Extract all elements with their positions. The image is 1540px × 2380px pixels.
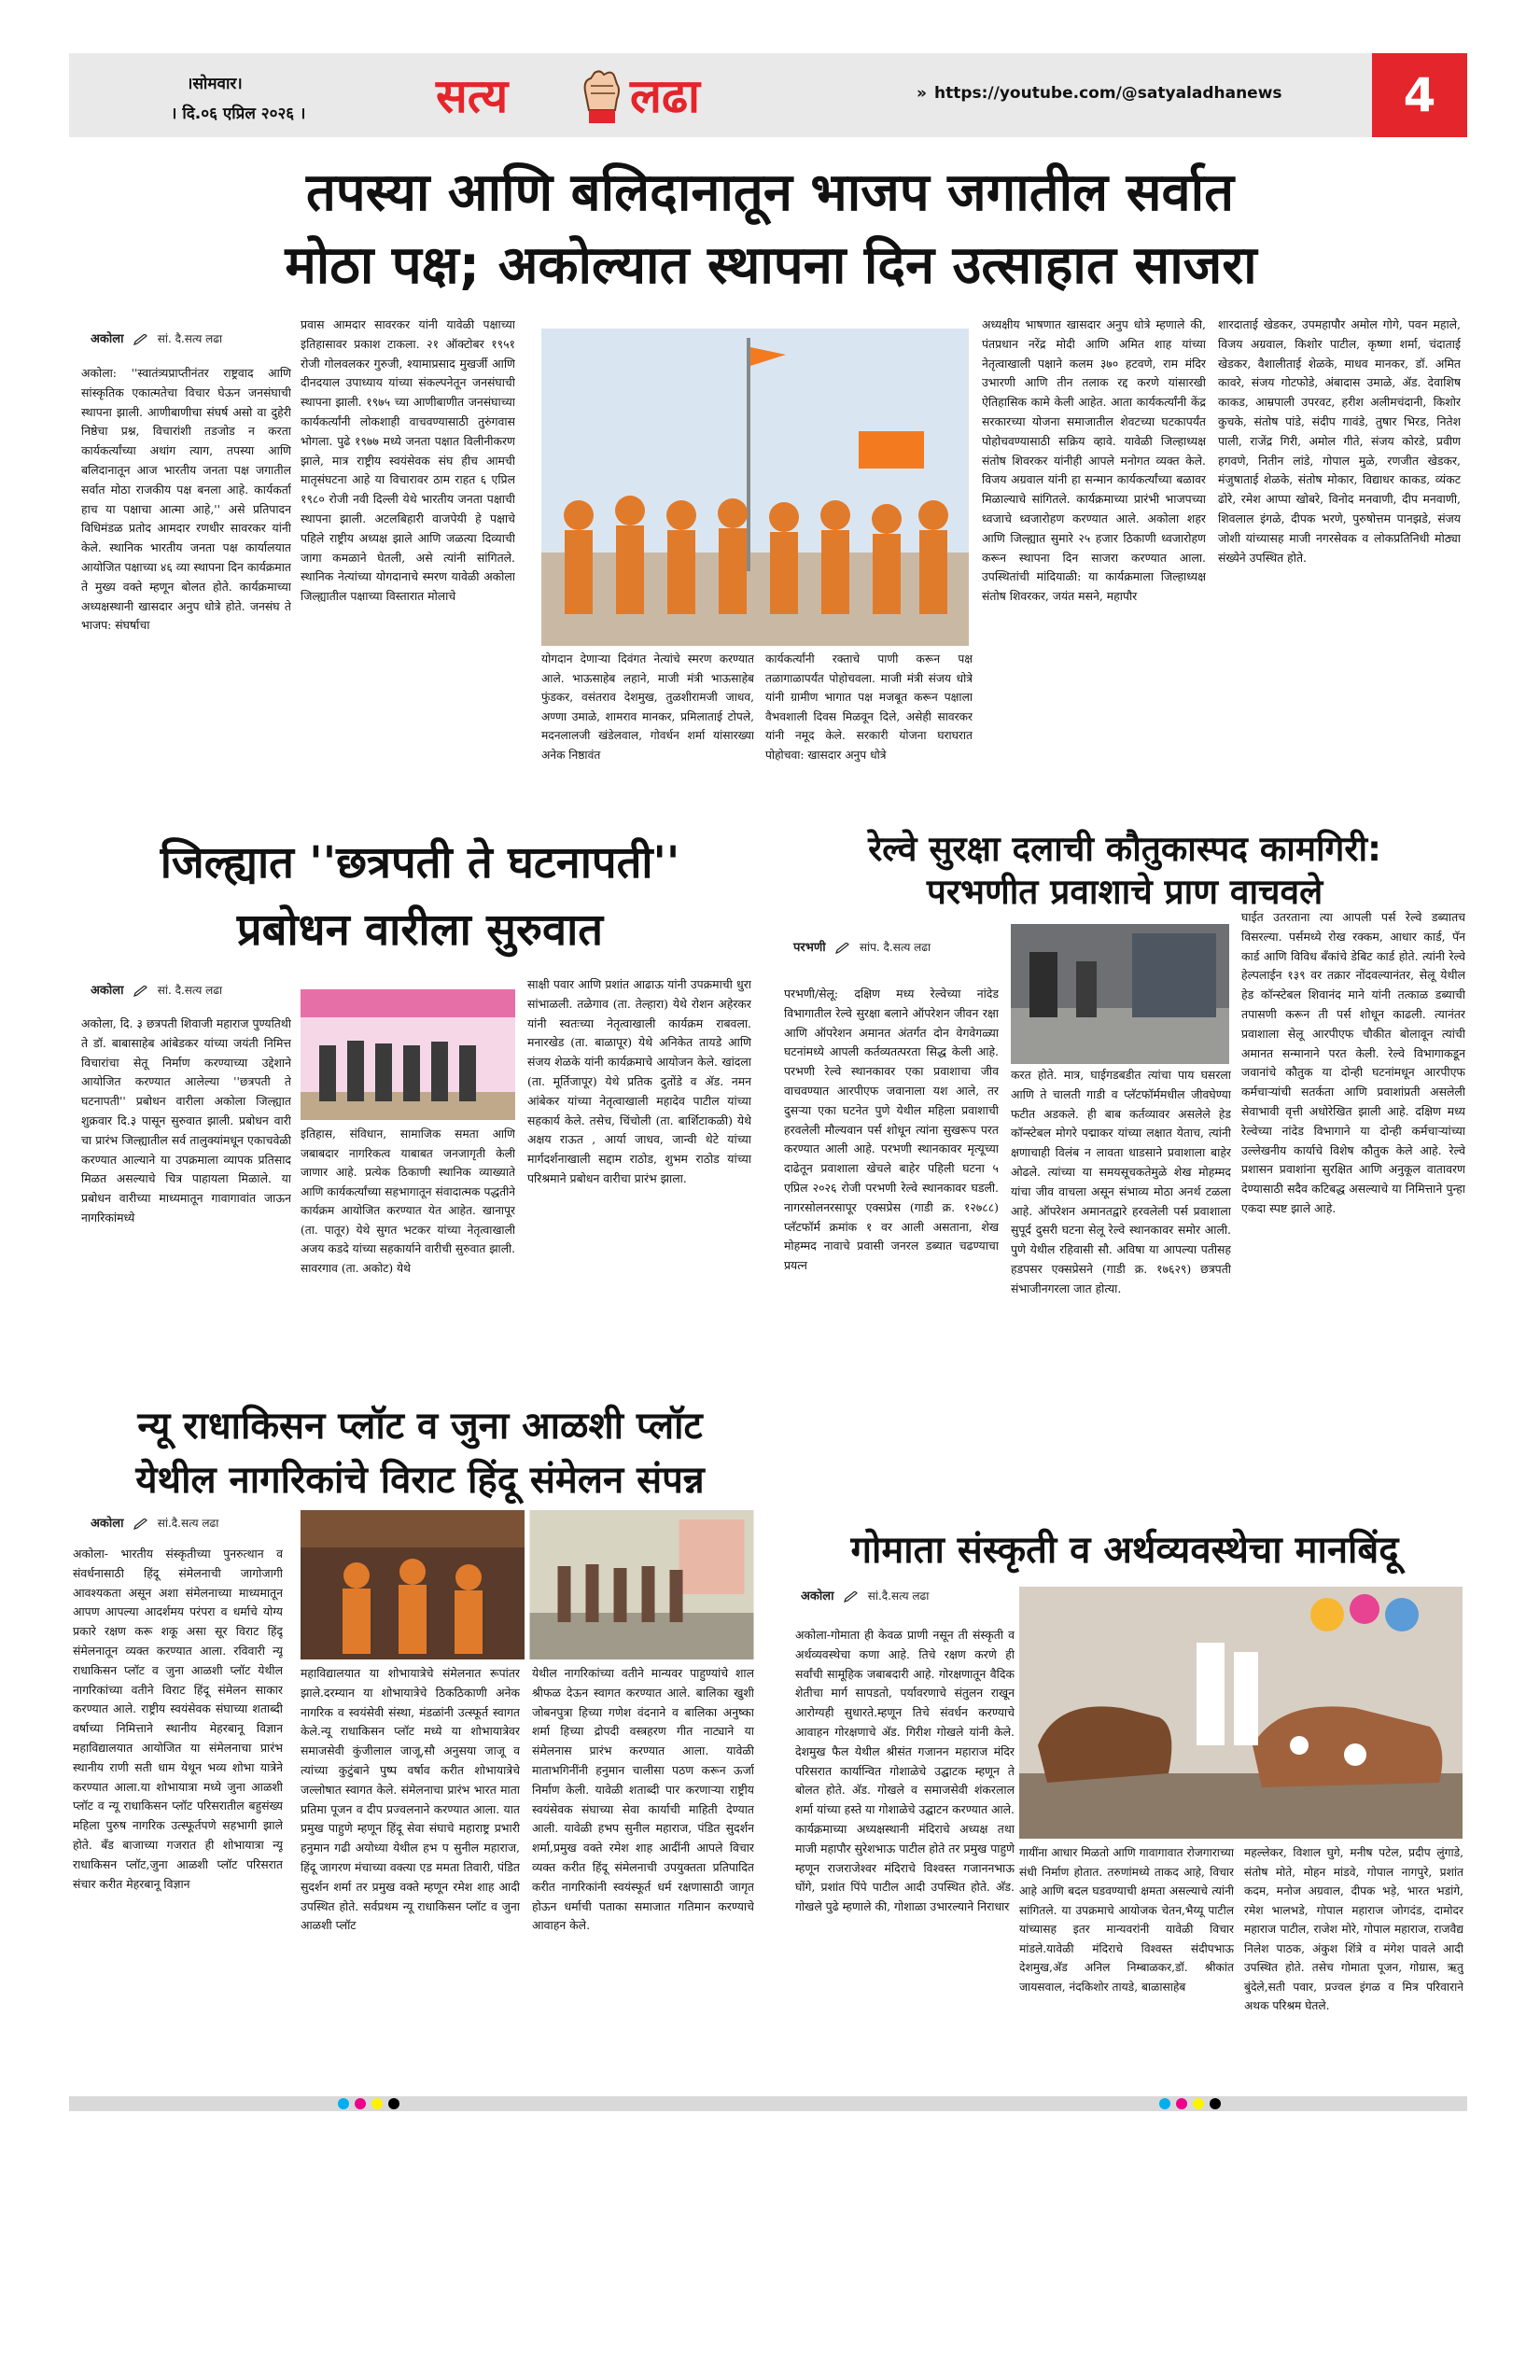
story1-city: अकोला <box>91 332 124 346</box>
story4-city: अकोला <box>91 1517 124 1531</box>
youtube-link[interactable] <box>917 84 1282 108</box>
story5-headline: गोमाता संस्कृती व अर्थव्यवस्थेचा मानबिंदू <box>850 1529 1399 1572</box>
youtube-url: https://youtube.com/@satyaladhanews <box>933 84 1282 103</box>
story2-photo-caption: इतिहास, संविधान, सामाजिक समता आणि जबाबदार नागरिकत्व याबाबत जनजागृती केली जाणार आहे. प्रत्येक ठिकाणी स्थानिक व्याख्याते आणि कार्यकर्त्यांच्या सहभागातून संवादात्मक पद्धतीने कार्यक्रम आयोजित करण्यात येत आहेत. खानापूर (ता. पातूर) येथे सुगत भटकर यांच्या नेतृत्वाखाली अजय कडदे यांच्या सहकार्याने वारीची सुरुवात झाली. सावरगाव (ता. अकोट) येथे <box>301 1127 515 1275</box>
footer-color-dots-left <box>336 2096 411 2115</box>
page-number-box <box>1372 53 1467 137</box>
story3-headline-line1: रेल्वे सुरक्षा दलाची कौतुकास्पद कामगिरी: <box>868 829 1381 869</box>
story2-city: अकोला <box>91 984 124 998</box>
story2-column-1: अकोला, दि. ३ छत्रपती शिवाजी महाराज पुण्यतिथी ते डॉ. बाबासाहेब आंबेडकर यांच्या जयंती निमित्त विचारांचा सेतू निर्माण करण्याच्या उद्देशाने आयोजित करण्यात आलेल्या ''छत्रपती ते घटनापती'' प्रबोधन वारीला अकोला जिल्ह्यात शुक्रवार दि.३ पासून सुरुवात झाली. प्रबोधन वारी चा प्रारंभ जिल्ह्यातील सर्व तालुक्यांमधून एकाचवेळी करण्यात आल्याने या उपक्रमाला व्यापक प्रतिसाद मिळत असल्याचे चित्र पाहायला मिळाले. या प्रबोधन वारीच्या माध्यमातून गावागावांत जाऊन नागरिकांमध्ये <box>81 1016 291 1225</box>
story4-headline-line1: न्यू राधाकिसन प्लॉट व जुना आळशी प्लॉट <box>137 1405 703 1448</box>
story5-caption-mid: गायींना आधार मिळतो आणि गावागावात रोजगाराच्या संधी निर्माण होतात. तरुणांमध्ये ताकद आहे, विचार आहे आणि बदल घडवण्याची क्षमता असल्याचे त्यांनी सांगितले. या उपक्रमाचे आयोजक चेतन,भैय्यू पाटील यांच्यासह इतर मान्यवरांनी यावेळी विचार मांडले.यावेळी मंदिराचे विश्वस्त संदीपभाऊ देशमुख,अ‍ॅड अनिल निम्बाळकर,डॉ. श्रीकांत जायसवाल, नंदकिशोर तायडे, बाळासाहेब <box>1019 1846 1234 1994</box>
logo-word-left: सत्य <box>436 69 509 123</box>
footer-bar <box>69 2096 1467 2111</box>
story5-dateline <box>801 1587 929 1603</box>
story1-photo <box>541 329 969 646</box>
story1-dateline <box>91 329 222 346</box>
story4-column-2: महाविद्यालयात या शोभायात्रेचे संमेलनात रूपांतर झाले.दरम्यान या शोभायात्रेचे ठिकठिकाणी अनेक नागरिक व स्वयंसेवी संस्था, मंडळांनी उत्स्फूर्त स्वागत केले.न्यू राधाकिसन प्लॉट मध्ये या शोभायात्रेवर समाजसेवी कुंजीलाल जाजू,सौ अनुसया जाजू व त्यांच्या कुटुंबाने पुष्प वर्षाव करीत शोभायात्रेचे जल्लोषात स्वागत केले. संमेलनाचा प्रारंभ भारत माता प्रतिमा पूजन व दीप प्रज्वलनाने करण्यात आला. यात प्रमुख पाहुणे म्हणून हिंदू सेवा संघाचे महाराष्ट्र प्रभारी हनुमान गढी अयोध्या येथील हभ प सुनील महाराज, हिंदू जागरण मंचाच्या वक्त्या एड ममता तिवारी, पंडित सुदर्शन शर्मा तर प्रमुख वक्ते म्हणून रमेश शाह आदी उपस्थित होते. सर्वप्रथम न्यू राधाकिसन प्लॉट व जुना आळशी प्लॉट <box>301 1666 520 1933</box>
story1-headline-line1: तपस्या आणि बलिदानातून भाजप जगातील सर्वात <box>305 162 1235 223</box>
story5-column-1: अकोला-गोमाता ही केवळ प्राणी नसून ती संस्कृती व अर्थव्यवस्थेचा कणा आहे. तिचे रक्षण करणे ही सर्वांची सामूहिक जबाबदारी आहे. गोरक्षणातून वैदिक शेतीचा मार्ग सापडतो, पर्यावरणाचे संतुलन राखून आरोग्यही सुधारते.म्हणून तिचे संवर्धन करण्याचे आवाहन गोरक्षणाचे अ‍ॅड. गिरीश गोखले यांनी केले. देशमुख फैल येथील श्रीसंत गजानन महाराज मंदिर परिसरात कार्यान्वित गोशाळेचे उद्घाटक म्हणून ते बोलत होते. अ‍ॅड. गोखले व समाजसेवी शंकरलाल शर्मा यांच्या हस्ते या गोशाळेचे उद्घाटन करण्यात आले. कार्यक्रमाच्या अध्यक्षस्थानी मंदिराचे अध्यक्ष तथा माजी महापौर सुरेशभाऊ पाटील होते तर प्रमुख पाहुणे म्हणून राजराजेश्वर मंदिराचे विश्वस्त गजाननभाऊ घोंगे, प्रशांत पिंपे पाटील आदी उपस्थित होते. अ‍ॅड. गोखले पुढे म्हणाले की, गोशाळा उभारल्याने निराधार <box>795 1628 1015 1914</box>
story4-photo-left <box>301 1510 525 1659</box>
fist-icon <box>574 67 626 125</box>
registration-dots-icon <box>1157 2096 1232 2111</box>
masthead-date: । दि.०६ एप्रिल २०२६ । <box>171 105 306 123</box>
story2-dateline <box>91 981 222 998</box>
story4-column-1: अकोला- भारतीय संस्कृतीच्या पुनरुत्थान व संवर्धनासाठी हिंदू संमेलनाची जागोजागी आवश्यकता असून अशा संमेलनाच्या माध्यमातून आपण आपल्या आदर्शमय परंपरा व धर्माचे योग्य प्रकारे रक्षण करू शकू असा सूर विराट हिंदू संमेलनातून व्यक्त करण्यात आला. रविवारी न्यू राधाकिसन प्लॉट व जुना आळशी प्लॉट येथील नागरिकांच्या वतीने विराट हिंदू संमेलन साकार करण्यात आले. राष्ट्रीय स्वयंसेवक संघाच्या शताब्दी वर्षाच्या निमित्ताने स्थानीय मेहरबानू विज्ञान महाविद्यालयात आयोजित या संमेलनाचा प्रारंभ स्थानीय राणी सती धाम येथून भव्य शोभा यात्रेने करण्यात आला.या शोभायात्रा मध्ये जुना आळशी प्लॉट व न्यू राधाकिसन प्लॉट परिसरातील बहुसंख्य महिला पुरुष नागरिक उत्स्फूर्तपणे सहभागी झाले होते. बँड बाजाच्या गजरात ही शोभायात्रा न्यू राधाकिसन प्लॉट,जुना आळशी प्लॉट परिसरात संचार करीत मेहरबानू विज्ञान <box>73 1547 283 1891</box>
story3-column-1: परभणी/सेलू: दक्षिण मध्य रेल्वेच्या नांदेड विभागातील रेल्वे सुरक्षा बलाने ऑपरेशन जीवन रक्षा आणि ऑपरेशन अमानत अंतर्गत दोन वेगवेगळ्या घटनांमध्ये आपली कर्तव्यतत्परता सिद्ध केली आहे. परभणी रेल्वे स्थानकावर एका प्रवाशाचा जीव वाचवण्यात आरपीएफ जवानाला यश आले, तर दुसऱ्या एका घटनेत पुणे येथील महिला प्रवाशाची हरवलेली मौल्यवान पर्स शोधून त्यांना सुखरूप परत करण्यात आली आहे. परभणी स्थानकावर मृत्यूच्या दाढेतून प्रवाशाला खेचले बाहेर पहिली घटना ५ एप्रिल २०२६ रोजी परभणी रेल्वे स्थानकावर घडली. नागरसोलनरसापूर एक्सप्रेस (गाडी क्र. १२७८८) प्लॅटफॉर्म क्रमांक १ वर आली असताना, शेख मोहम्मद नावाचे प्रवासी जनरल डब्यात चढण्याचा प्रयत्न <box>784 987 999 1273</box>
story5-caption-right: महल्लेकर, विशाल घुगे, मनीष पटेल, प्रदीप लुंगाडे, संतोष मोते, मोहन मांडवे, गोपाल नागपुरे, प्रशांत कदम, मनोज अग्रवाल, दीपक भड़े, भारत भडांगे, रमेश भालभडे, गोपाल महाराज जोगदंड, दामोदर महाराज पाटील, राजेश मोरे, गोपाल महाराज, राजवैद्य निलेश पाठक, अंकुश शिंत्रे व मंगेश पावले आदी उपस्थित होते. तसेच गोमाता पूजन, गोग्रास, ऋतु बुंदेले,सती पवार, प्रज्वल इंगळ व मित्र परिवाराने अथक परिश्रम घेतले. <box>1244 1846 1463 2012</box>
story1-headline-line2: मोठा पक्ष; अकोल्यात स्थापना दिन उत्साहात साजरा <box>285 235 1257 296</box>
logo-word-right: लढा <box>630 69 700 123</box>
story1-column-5: अध्यक्षीय भाषणात खासदार अनुप धोत्रे म्हणाले की, पंतप्रधान नरेंद्र मोदी आणि अमित शाह यांच्या नेतृत्वाखाली पक्षाने कलम ३७० हटवणे, राम मंदिर उभारणी आणि तीन तलाक रद्द करणे यांसारखी ऐतिहासिक कामे केली आहेत. आता कार्यकर्त्यांनी केंद्र सरकारच्या योजना समाजातील शेवटच्या घटकापर्यंत पोहोचवण्यासाठी सक्रिय व्हावे. यावेळी जिल्हाध्यक्ष संतोष शिवरकर यांनीही आपले मनोगत व्यक्त केले. विजय अग्रवाल यांनी हा सन्मान कार्यकर्त्यांच्या बळावर मिळाल्याचे सांगितले. कार्यक्रमाच्या प्रारंभी भाजपच्या ध्वजाचे ध्वजारोहण करण्यात आले. अकोला शहर आणि जिल्ह्यात सुमारे २५ हजार ठिकाणी ध्वजारोहण करून स्थापना दिन साजरा करण्यात आला. उपस्थितांची मांदियाळी: या कार्यक्रमाला जिल्हाध्यक्ष संतोष शिवरकर, जयंत मसने, महापौर <box>982 317 1206 604</box>
story1-photo-caption-b: कार्यकर्त्यांनी रक्ताचे पाणी करून पक्ष तळागाळापर्यंत पोहोचवला. माजी मंत्री संजय धोत्रे यांनी ग्रामीण भागात पक्ष मजबूत करून पक्षाला वैभवशाली दिवस मिळवून दिले, असेही सावरकर यांनी नमूद केले. सरकारी योजना घराघरात पोहोचवा: खासदार अनुप धोत्रे <box>765 652 973 762</box>
footer-color-dots-right <box>1157 2096 1232 2115</box>
pen-icon <box>133 334 148 345</box>
story5-reporter: सां.दै.सत्य लढा <box>867 1589 930 1603</box>
masthead-day: ।सोमवार। <box>187 75 243 93</box>
story3-column-2: करत होते. मात्र, घाईगडबडीत त्यांचा पाय घसरला आणि ते चालती गाडी व प्लॅटफॉर्ममधील जीवघेण्या फटीत अडकले. ही बाब कर्तव्यावर असलेले हेड कॉन्स्टेबल मोगरे पद्माकर यांच्या लक्षात येताच, त्यांनी क्षणाचाही विलंब न लावता धाडसाने प्रवाशाला बाहेर ओढले. त्यांच्या या समयसूचकतेमुळे शेख मोहम्मद यांचा जीव वाचला असून संभाव्य मोठा अनर्थ टळला आहे. ऑपरेशन अमानतद्वारे हरवलेली पर्स प्रवाशाला सुपूर्द दुसरी घटना सेलू रेल्वे स्थानकावर समोर आली. पुणे येथील रहिवासी सौ. अविषा या आपल्या पतीसह हडपसर एक्सप्रेसने (गाडी क्र. १७६२९) छत्रपती संभाजीनगरला जात होत्या. <box>1011 1068 1231 1295</box>
story4-headline-line2: येथील नागरिकांचे विराट हिंदू संमेलन संपन्न <box>135 1459 705 1502</box>
story1-column-2: प्रवास आमदार सावरकर यांनी यावेळी पक्षाच्या इतिहासावर प्रकाश टाकला. २१ ऑक्टोबर १९५१ रोजी गोलवलकर गुरुजी, श्यामाप्रसाद मुखर्जी आणि दीनदयाल उपाध्याय यांच्या संकल्पनेतून जनसंघाची स्थापना झाली. १९७५ च्या आणीबाणीत जनसंघाच्या कार्यकर्त्यांनी लोकशाही वाचवण्यासाठी तुरुंगवास भोगला. पुढे १९७७ मध्ये जनता पक्षात विलीनीकरण झाले, मात्र राष्ट्रीय स्वयंसेवक संघ हीच आमची मातृसंघटना आहे या विचारावर ठाम राहत ६ एप्रिल १९८० रोजी नवी दिल्ली येथे भारतीय जनता पक्षाची स्थापना झाली. अटलबिहारी वाजपेयी हे पक्षाचे पहिले राष्ट्रीय अध्यक्ष झाले आणि जळत्या दिव्याची जागा कमळाने घेतली, असे त्यांनी सांगितले. स्थानिक नेत्यांच्या योगदानाचे स्मरण यावेळी अकोला जिल्ह्यातील पक्षाच्या विस्तारात मोलाचे <box>301 317 515 604</box>
pen-icon <box>133 1519 148 1530</box>
story3-photo <box>1011 924 1229 1064</box>
pen-icon <box>844 1591 859 1603</box>
story4-reporter: सां.दै.सत्य लढा <box>157 1517 219 1530</box>
story3-headline-line2: परभणीत प्रवाशाचे प्राण वाचवले <box>926 872 1323 912</box>
story2-headline-line2: प्रबोधन वारीला सुरुवात <box>236 904 604 956</box>
pen-icon <box>835 943 850 954</box>
story3-reporter: सांप. दै.सत्य लढा <box>859 941 931 954</box>
story5-photo <box>1019 1587 1463 1839</box>
masthead-logo <box>436 65 763 131</box>
story5-city: अकोला <box>801 1589 834 1603</box>
story4-dateline <box>91 1514 218 1531</box>
story2-reporter: सां. दै.सत्य लढा <box>157 984 223 997</box>
story1-column-1: अकोला: ''स्वातंत्र्यप्राप्तीनंतर राष्ट्रवाद आणि सांस्कृतिक एकात्मतेचा विचार घेऊन जनसंघाची स्थापना झाली. आणीबाणीचा संघर्ष असो वा दुहेरी निष्ठेचा प्रश्न, विचारांशी तडजोड न करता कार्यकर्त्यांच्या अथांग त्याग, तपस्या आणि बलिदानातून आज भारतीय जनता पक्ष जगातील सर्वात मोठा राजकीय पक्ष बनला आहे. कार्यकर्ता हाच या पक्षाचा आत्मा आहे,'' असे प्रतिपादन विधिमंडळ प्रतोद आमदार रणधीर सावरकर यांनी केले. स्थानिक भारतीय जनता पक्ष कार्यालयात आयोजित पक्षाच्या ४६ व्या स्थापना दिन कार्यक्रमात ते मुख्य वक्ते म्हणून बोलत होते. कार्यक्रमाच्या अध्यक्षस्थानी खासदार अनुप धोत्रे होते. जनसंघ ते भाजप: संघर्षाचा <box>81 366 291 633</box>
story4-photo-right <box>527 1510 756 1659</box>
registration-dots-icon <box>336 2096 411 2111</box>
story4-column-3: येथील नागरिकांच्या वतीने मान्यवर पाहुण्यांचे शाल श्रीफळ देऊन स्वागत करण्यात आले. बालिका खुशी जोबनपुत्रा हिच्या गणेश वंदनाने व बालिका अनुष्का शर्मा हिच्या द्रोपदी वस्त्रहरण गीत नाट्याने या संमेलनास प्रारंभ करण्यात आला. यावेळी माताभगिनींनी हनुमान चालीसा पठण करून ऊर्जा निर्माण केली. यावेळी शताब्दी पार करणाऱ्या राष्ट्रीय स्वयंसेवक संघाच्या सेवा कार्याची माहिती देण्यात आली. यावेळी हभप सुनील महाराज, पंडित सुदर्शन शर्मा,प्रमुख वक्ते रमेश शाह आदींनी आपले विचार व्यक्त करीत हिंदू संमेलनाची उपयुक्तता प्रतिपादित करीत नागरिकांनी स्वयंस्फूर्त धर्म रक्षणासाठी जागृत होऊन धर्माची पताका समाजात गतिमान करण्याचे आवाहन केले. <box>532 1666 754 1933</box>
double-chevron-icon: » <box>917 84 927 103</box>
story1-reporter: सां. दै.सत्य लढा <box>157 332 223 345</box>
pen-icon <box>133 986 148 997</box>
story2-column-3: साक्षी पवार आणि प्रशांत आढाऊ यांनी उपक्रमाची धुरा सांभाळली. तळेगाव (ता. तेल्हारा) येथे रोशन अहेरकर यांनी स्वतःच्या नेतृत्वाखाली कार्यक्रम राबवला. मनारखेड (ता. बाळापूर) येथे अनिकेत तायडे आणि संजय शेळके यांनी कार्यक्रमाचे आयोजन केले. खांदला (ता. मूर्तिजापूर) येथे प्रतिक दुतोंडे व ॲड. नमन आंबेकर यांच्या नेतृत्वाखाली महादेव पाटील यांच्या सहकार्य केले. तसेच, चिंचोली (ता. बार्शिटाकळी) येथे अक्षय राऊत , आर्या जाधव, जान्वी थेटे यांच्या मार्गदर्शनाखाली सद्दाम राठोड, शुभम राठोड यांच्या परिश्रमाने प्रबोधन वारीचा प्रारंभ झाला. <box>527 977 751 1185</box>
story2-headline-line1: जिल्ह्यात ''छत्रपती ते घटनापती'' <box>160 837 680 889</box>
story2-photo <box>301 989 515 1120</box>
story1-column-6: शारदाताई खेडकर, उपमहापौर अमोल गोगे, पवन महाले, विजय अग्रवाल, किशोर पाटील, कृष्णा शर्मा, चंदाताई खेडकर, वैशालीताई शेळके, माधव मानकर, डॉ. अमित कावरे, संजय गोटफोडे, अंबादास उमाळे, ॲड. देवाशिष काकड, आम्रपाली उपरवट, हरीश अलीमचंदानी, किशोर कुचके, संतोष पांडे, संदीप गावंडे, तुषार भिरड, नितेश पाली, राजेंद्र गिरी, अमोल गीते, संजय कोरडे, प्रवीण हगवणे, नितीन लांडे, गोपाल मुळे, रणजीत खेडकर, मंजुषाताई शेळके, संतोष मोकार, विद्याधर काकड, व्यंकट ढोरे, रमेश आप्पा खोबरे, विनोद मनवाणी, दीप मनवाणी, शिवलाल इंगळे, दीपक भरणे, पुरुषोत्तम पानझडे, संजय जोशी यांच्यासह माजी नगरसेवक व लोकप्रतिनिधी मोठ्या संख्येने उपस्थित होते. <box>1218 317 1461 565</box>
story3-column-3: घाईत उतरताना त्या आपली पर्स रेल्वे डब्यातच विसरल्या. पर्समध्ये रोख रक्कम, आधार कार्ड, पॅन कार्ड आणि विविध बँकांचे डेबिट कार्ड होते. त्यांनी रेल्वे हेल्पलाईन १३९ वर तक्रार नोंदवल्यानंतर, सेलू येथील हेड कॉन्स्टेबल शिवानंद माने यांनी तत्काळ डब्याची तपासणी करून ती पर्स शोधून काढली. त्यानंतर प्रवाशाला सेलू आरपीएफ चौकीत बोलावून त्यांची अमानत सन्मानाने परत केली. रेल्वे विभागाकडून जवानांचे कौतुक या दोन्ही घटनांमधून आरपीएफ कर्मचाऱ्यांची सतर्कता आणि प्रवाशांप्रती असलेली सेवाभावी वृत्ती अधोरेखित झाली आहे. दक्षिण मध्य रेल्वेच्या नांदेड विभागाने या दोन्ही कर्मचाऱ्यांच्या उल्लेखनीय कार्याचे विशेष कौतुक केले आहे. रेल्वे प्रशासन प्रवाशांना सुरक्षित आणि अनुकूल वातावरण देण्यासाठी सदैव कटिबद्ध असल्याचे या निमित्ताने पुन्हा एकदा स्पष्ट झाले आहे. <box>1241 910 1465 1215</box>
story3-city: परभणी <box>793 941 826 955</box>
story1-photo-caption-a: योगदान देणाऱ्या दिवंगत नेत्यांचे स्मरण करण्यात आले. भाऊसाहेब लहाने, माजी मंत्री भाऊसाहेब फुंडकर, वसंतराव देशमुख, तुळशीरामजी जाधव, अण्णा उमाळे, शामराव मानकर, प्रमिलाताई टोपले, मदनलालजी खंडेलवाल, गोवर्धन शर्मा यांसारख्या अनेक निष्ठावंत <box>541 652 754 762</box>
story3-dateline <box>793 938 931 955</box>
page-number: 4 <box>1403 68 1436 122</box>
